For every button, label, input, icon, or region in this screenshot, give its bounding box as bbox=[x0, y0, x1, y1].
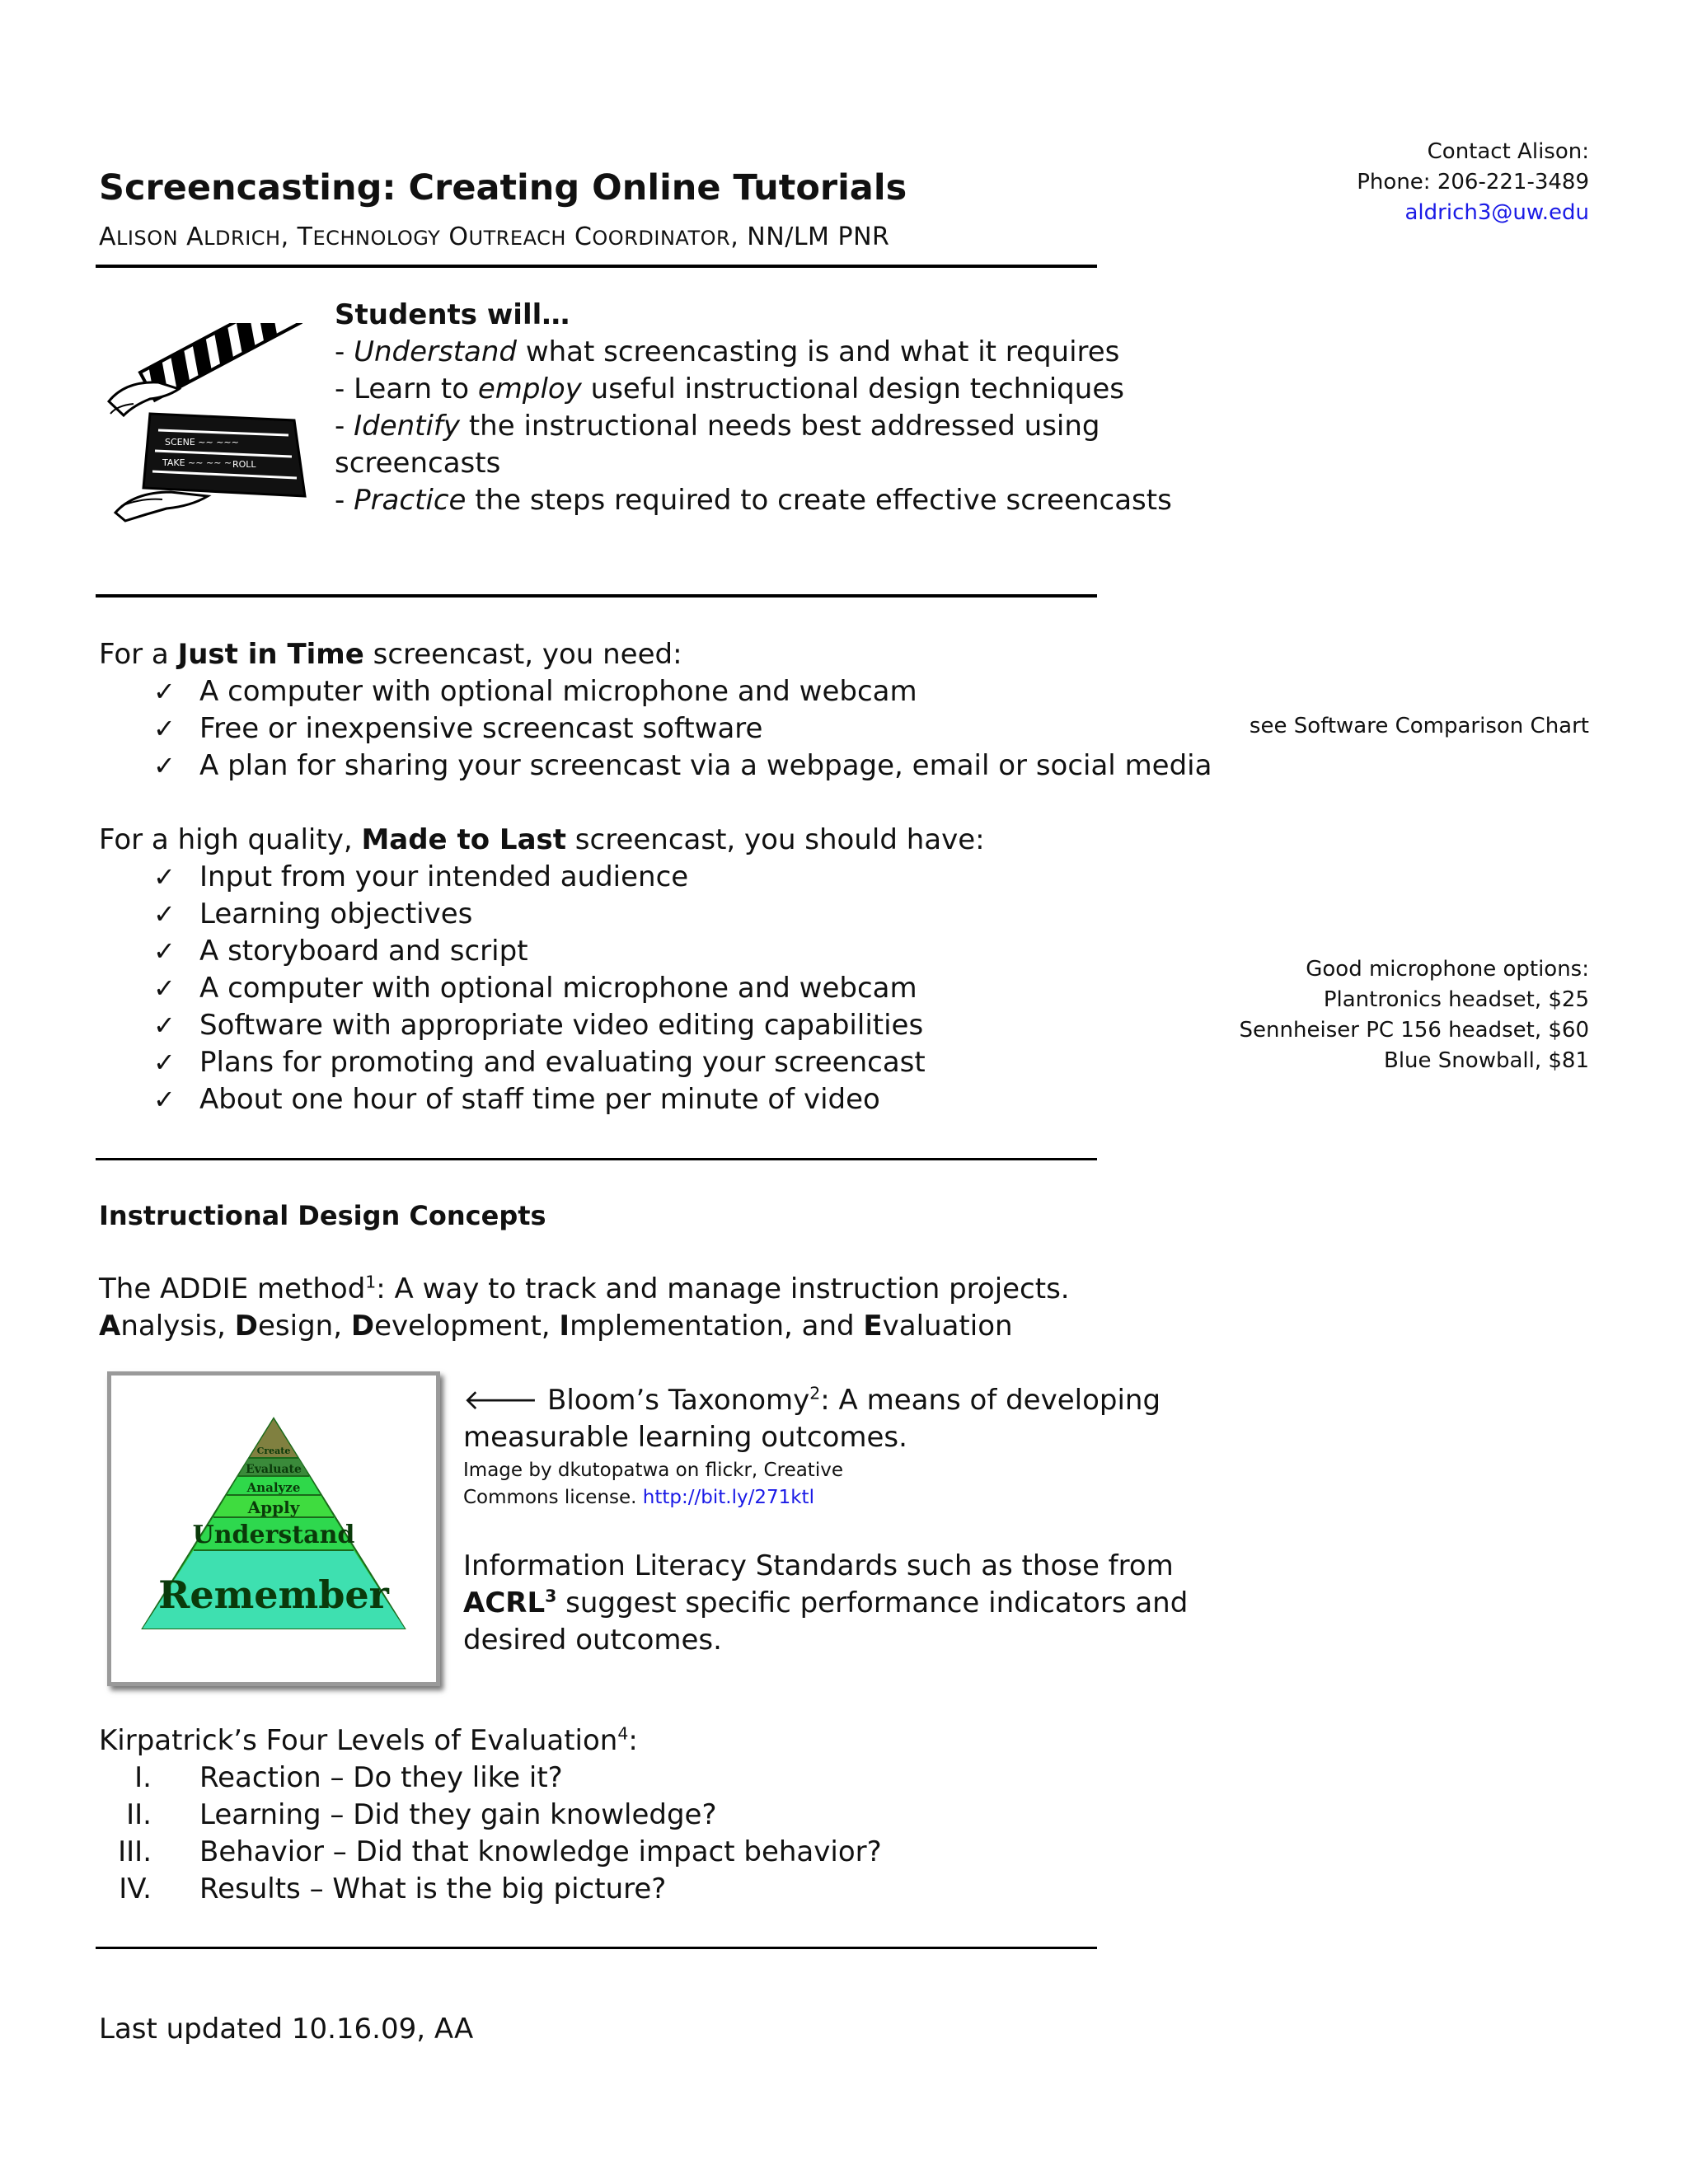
evaluation-level-item bbox=[96, 1797, 882, 1834]
jit-intro-post: screencast, you need: bbox=[363, 638, 682, 671]
checklist-item bbox=[96, 1081, 926, 1118]
jit-intro bbox=[99, 636, 682, 673]
objectives-divider bbox=[96, 594, 1097, 598]
image-credit-line: Commons license. bbox=[463, 1487, 643, 1508]
footnote-ref: 2 bbox=[809, 1383, 821, 1404]
microphone-option: Sennheiser PC 156 headset, $60 bbox=[1239, 1018, 1589, 1043]
design-heading: Instructional Design Concepts bbox=[99, 1200, 546, 1231]
design-divider bbox=[96, 1947, 1097, 1949]
last-updated: Last updated 10.16.09, AA bbox=[99, 2013, 474, 2046]
checklist-item bbox=[96, 710, 1212, 748]
checklist-item-text: A computer with optional microphone and webcam bbox=[199, 972, 917, 1005]
microphone-options-heading: Good microphone options: bbox=[1306, 957, 1589, 982]
addie-pre: The ADDIE method bbox=[99, 1272, 366, 1305]
evaluation-level-item bbox=[96, 1834, 882, 1871]
svg-text:ROLL: ROLL bbox=[232, 459, 256, 470]
jit-intro-pre: For a bbox=[99, 638, 178, 671]
objective-item: screencasts bbox=[335, 447, 501, 480]
checklist-item-text: Free or inexpensive screencast software bbox=[199, 712, 763, 745]
kirkpatrick-heading bbox=[99, 1722, 638, 1760]
checkmark-icon: ✓ bbox=[153, 1010, 176, 1041]
mtl-intro bbox=[99, 822, 985, 859]
checklist-item-text: Plans for promoting and evaluating your screencast bbox=[199, 1046, 926, 1079]
clapperboard-icon bbox=[101, 323, 315, 525]
checkmark-icon: ✓ bbox=[153, 750, 176, 781]
pyramid-level-label: Evaluate bbox=[246, 1463, 302, 1476]
author-text: ALISON ALDRICH, TECHNOLOGY OUTREACH COORDINATOR, NN/LM PNR bbox=[99, 223, 890, 251]
checkmark-icon: ✓ bbox=[153, 1084, 176, 1115]
kirkpatrick-levels-list bbox=[96, 1760, 882, 1908]
bloom-pre: Bloom’s Taxonomy bbox=[538, 1384, 810, 1417]
pyramid-level-label: Understand bbox=[192, 1521, 355, 1549]
page-title: Screencasting: Creating Online Tutorials bbox=[99, 167, 907, 209]
objectives-block bbox=[335, 297, 1172, 519]
roman-numeral: IV. bbox=[119, 1872, 152, 1905]
acrl-bold: ACRL bbox=[463, 1586, 546, 1619]
checklist-item bbox=[96, 1007, 926, 1044]
addie-initial: D bbox=[350, 1310, 375, 1343]
addie-initial: A bbox=[99, 1310, 121, 1343]
checkmark-icon: ✓ bbox=[153, 713, 176, 744]
evaluation-level-item bbox=[96, 1871, 882, 1908]
checkmark-icon: ✓ bbox=[153, 935, 176, 967]
checklist-item bbox=[96, 859, 926, 896]
kirkpatrick-pre: Kirpatrick’s Four Levels of Evaluation bbox=[99, 1724, 618, 1757]
left-arrow-icon: 🡐 bbox=[463, 1384, 539, 1417]
contact-heading: Contact Alison: bbox=[1427, 139, 1589, 164]
checklist-item-text: Learning objectives bbox=[199, 898, 473, 930]
checklist-item bbox=[96, 748, 1212, 785]
image-credit-link[interactable]: http://bit.ly/271ktl bbox=[642, 1487, 814, 1508]
addie-initial: E bbox=[863, 1310, 883, 1343]
mtl-intro-bold: Made to Last bbox=[361, 823, 566, 856]
contact-block bbox=[1357, 137, 1589, 228]
jit-intro-bold: Just in Time bbox=[177, 638, 364, 671]
addie-post: : A way to track and manage instruction projects. bbox=[376, 1272, 1070, 1305]
roman-numeral: III. bbox=[118, 1835, 152, 1868]
mtl-intro-pre: For a high quality, bbox=[99, 823, 362, 856]
image-credit bbox=[463, 1457, 843, 1511]
checkmark-icon: ✓ bbox=[153, 1047, 176, 1078]
kirkpatrick-post: : bbox=[628, 1724, 638, 1757]
bloom-post: : A means of developing bbox=[820, 1384, 1161, 1417]
checklist-item-text: A plan for sharing your screencast via a webpage, email or social media bbox=[199, 749, 1212, 782]
addie-line bbox=[99, 1271, 1070, 1308]
info-literacy-post: suggest specific performance indicators and bbox=[556, 1586, 1189, 1619]
info-literacy-line-1: Information Literacy Standards such as those from bbox=[463, 1549, 1174, 1582]
pyramid-level-label: Apply bbox=[247, 1497, 300, 1517]
checklist-item bbox=[96, 673, 1212, 710]
mtl-intro-post: screencast, you should have: bbox=[566, 823, 985, 856]
pyramid-level-label: Remember bbox=[158, 1572, 389, 1617]
objective-item: - Learn to employ useful instructional design techniques bbox=[335, 373, 1124, 405]
checkmark-icon: ✓ bbox=[153, 898, 176, 930]
objective-item: - Understand what screencasting is and what it requires bbox=[335, 335, 1120, 368]
evaluation-level-text: Behavior – Did that knowledge impact behavior? bbox=[199, 1835, 882, 1868]
checklist-item-text: About one hour of staff time per minute of video bbox=[199, 1083, 880, 1116]
checklist-item-text: A computer with optional microphone and webcam bbox=[199, 675, 917, 708]
checklist-item-text: Input from your intended audience bbox=[199, 860, 689, 893]
contact-email-link[interactable]: aldrich3@uw.edu bbox=[1404, 200, 1589, 225]
footnote-ref: 1 bbox=[365, 1272, 377, 1292]
evaluation-level-item bbox=[96, 1760, 882, 1797]
checklist-item-text: Software with appropriate video editing capabilities bbox=[199, 1009, 924, 1042]
svg-text:SCENE ~~ ~~~: SCENE ~~ ~~~ bbox=[165, 437, 239, 448]
checkmark-icon: ✓ bbox=[153, 676, 176, 707]
evaluation-level-text: Learning – Did they gain knowledge? bbox=[199, 1798, 717, 1831]
info-literacy-line-3: desired outcomes. bbox=[463, 1624, 722, 1657]
svg-text:TAKE ~~ ~~ ~: TAKE ~~ ~~ ~ bbox=[162, 457, 232, 468]
author-line bbox=[99, 223, 889, 251]
objective-item: - Practice the steps required to create effective screencasts bbox=[335, 484, 1172, 517]
roman-numeral: II. bbox=[126, 1798, 152, 1831]
checkmark-icon: ✓ bbox=[153, 861, 176, 893]
addie-initial: D bbox=[234, 1310, 259, 1343]
bloom-line bbox=[463, 1382, 1160, 1419]
microphone-options bbox=[1240, 954, 1589, 1076]
blooms-pyramid-image bbox=[107, 1371, 440, 1686]
bloom-line-2: measurable learning outcomes. bbox=[463, 1421, 907, 1454]
microphone-option: Plantronics headset, $25 bbox=[1323, 987, 1589, 1012]
info-literacy-line-2 bbox=[463, 1585, 1188, 1622]
footnote-ref: 4 bbox=[617, 1723, 629, 1744]
microphone-option: Blue Snowball, $81 bbox=[1384, 1048, 1589, 1073]
checkmark-icon: ✓ bbox=[153, 972, 176, 1004]
checklist-item-text: A storyboard and script bbox=[199, 935, 528, 968]
pyramid-level-label: Analyze bbox=[246, 1480, 301, 1495]
checklist-item bbox=[96, 1044, 926, 1081]
evaluation-level-text: Results – What is the big picture? bbox=[199, 1872, 667, 1905]
requirements-divider bbox=[96, 1158, 1097, 1160]
image-credit-line: Image by dkutopatwa on flickr, Creative bbox=[463, 1460, 843, 1481]
checklist-item bbox=[96, 896, 926, 933]
jit-checklist bbox=[96, 673, 1212, 785]
mtl-checklist bbox=[96, 859, 926, 1118]
objectives-heading: Students will… bbox=[335, 298, 570, 331]
addie-initial: I bbox=[559, 1310, 570, 1343]
checklist-item bbox=[96, 970, 926, 1007]
roman-numeral: I. bbox=[134, 1761, 152, 1794]
contact-phone: Phone: 206-221-3489 bbox=[1357, 170, 1589, 194]
checklist-item bbox=[96, 933, 926, 970]
objective-item: - Identify the instructional needs best addressed using bbox=[335, 410, 1100, 443]
footnote-ref: 3 bbox=[545, 1586, 557, 1606]
title-divider bbox=[96, 265, 1097, 268]
addie-acronym-line: Analysis, Design, Development, Implementation, and Evaluation bbox=[99, 1310, 1013, 1343]
software-comparison-note: see Software Comparison Chart bbox=[1249, 714, 1589, 738]
pyramid-level-label: Create bbox=[256, 1446, 291, 1456]
objectives-list bbox=[335, 334, 1172, 519]
evaluation-level-text: Reaction – Do they like it? bbox=[199, 1761, 563, 1794]
